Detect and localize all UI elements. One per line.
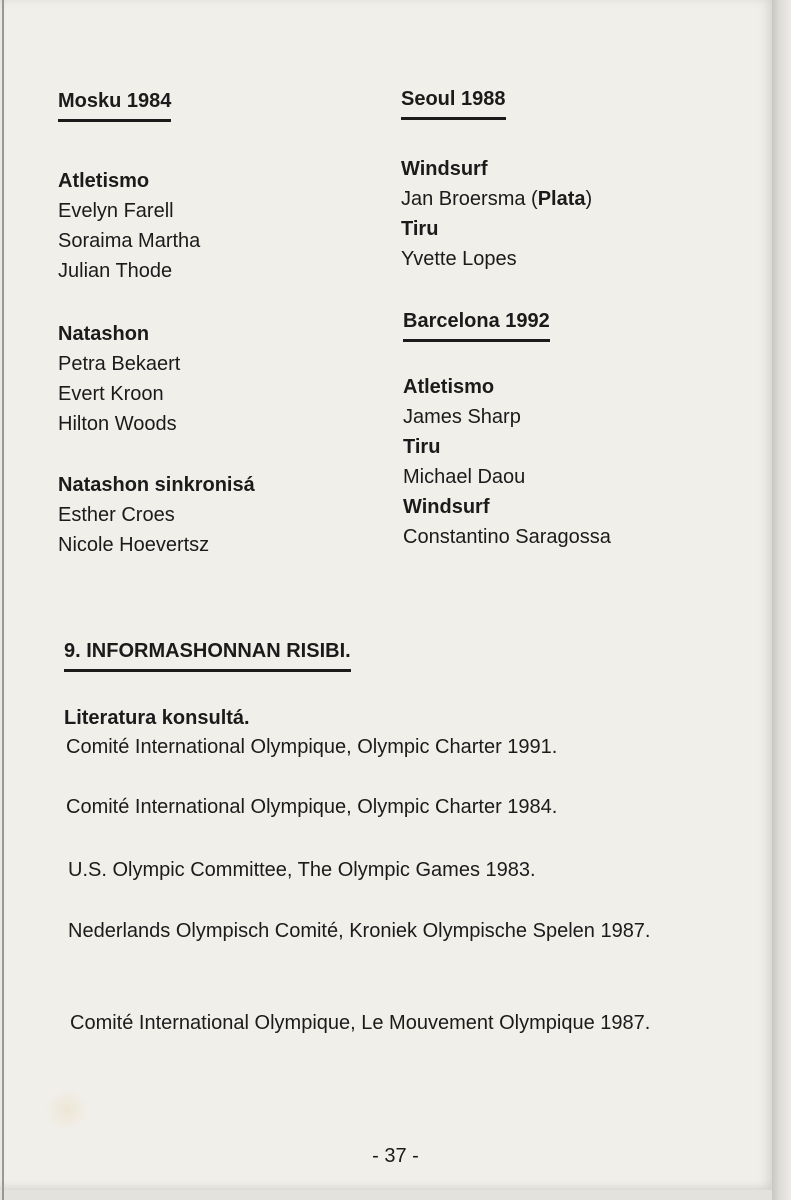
reference-item: U.S. Olympic Committee, The Olympic Games 1983. (68, 859, 536, 881)
literature-subheading: Literatura konsultá. (64, 707, 250, 729)
seoul-results (401, 154, 592, 274)
heading-barcelona-1992: Barcelona 1992 (403, 306, 550, 342)
sport-label: Natashon (58, 323, 150, 345)
section-heading: 9. INFORMASHONNAN RISIBI. (64, 636, 351, 672)
athlete-name-text: Jan Broersma ( (401, 188, 538, 210)
heading-mosku-1984: Mosku 1984 (58, 86, 171, 122)
group-natashon-sinkronisa (58, 470, 255, 560)
sport-label: Atletismo (58, 170, 150, 192)
reference-item: Comité International Olympique, Olympic Charter 1984. (66, 796, 558, 818)
athlete-name: Julian Thode (58, 260, 173, 282)
reference-item: Nederlands Olympisch Comité, Kroniek Olympische Spelen 1987. (68, 920, 651, 942)
reference-item: Comité International Olympique, Olympic Charter 1991. (66, 736, 558, 758)
heading-seoul-1988: Seoul 1988 (401, 84, 506, 120)
sport-label: Natashon sinkronisá (58, 474, 255, 496)
athlete-name: Yvette Lopes (401, 248, 517, 270)
athlete-name: Hilton Woods (58, 413, 177, 435)
barcelona-results (403, 372, 611, 552)
right-column-seoul (401, 84, 592, 274)
left-column (58, 86, 255, 560)
sport-label: Atletismo (403, 376, 495, 398)
athlete-name: Michael Daou (403, 466, 526, 488)
medal-label: Plata (537, 188, 586, 210)
athlete-name: Esther Croes (58, 504, 175, 526)
sport-label: Windsurf (403, 496, 490, 518)
athlete-name (401, 184, 592, 214)
sport-label: Tiru (403, 436, 441, 458)
athlete-name: James Sharp (403, 406, 521, 428)
right-column-barcelona (403, 306, 611, 552)
paren-close: ) (585, 188, 593, 210)
sport-label: Tiru (401, 218, 439, 240)
page-number: - 37 - (372, 1145, 419, 1167)
subheading-block (64, 703, 250, 733)
group-atletismo (58, 166, 255, 286)
paper-stain (44, 1090, 90, 1130)
athlete-name: Evelyn Farell (58, 200, 174, 222)
group-natashon (58, 319, 255, 439)
sport-label: Windsurf (401, 158, 488, 180)
athlete-name: Soraima Martha (58, 230, 201, 252)
reference-item: Comité International Olympique, Le Mouvement Olympique 1987. (70, 1012, 651, 1034)
page-edge-shadow (772, 0, 791, 1200)
section-heading-block (64, 636, 351, 672)
athlete-name: Nicole Hoevertsz (58, 534, 210, 556)
binding-edge (2, 0, 4, 1200)
athlete-name: Petra Bekaert (58, 353, 181, 375)
athlete-name: Constantino Saragossa (403, 526, 611, 548)
athlete-name: Evert Kroon (58, 383, 164, 405)
